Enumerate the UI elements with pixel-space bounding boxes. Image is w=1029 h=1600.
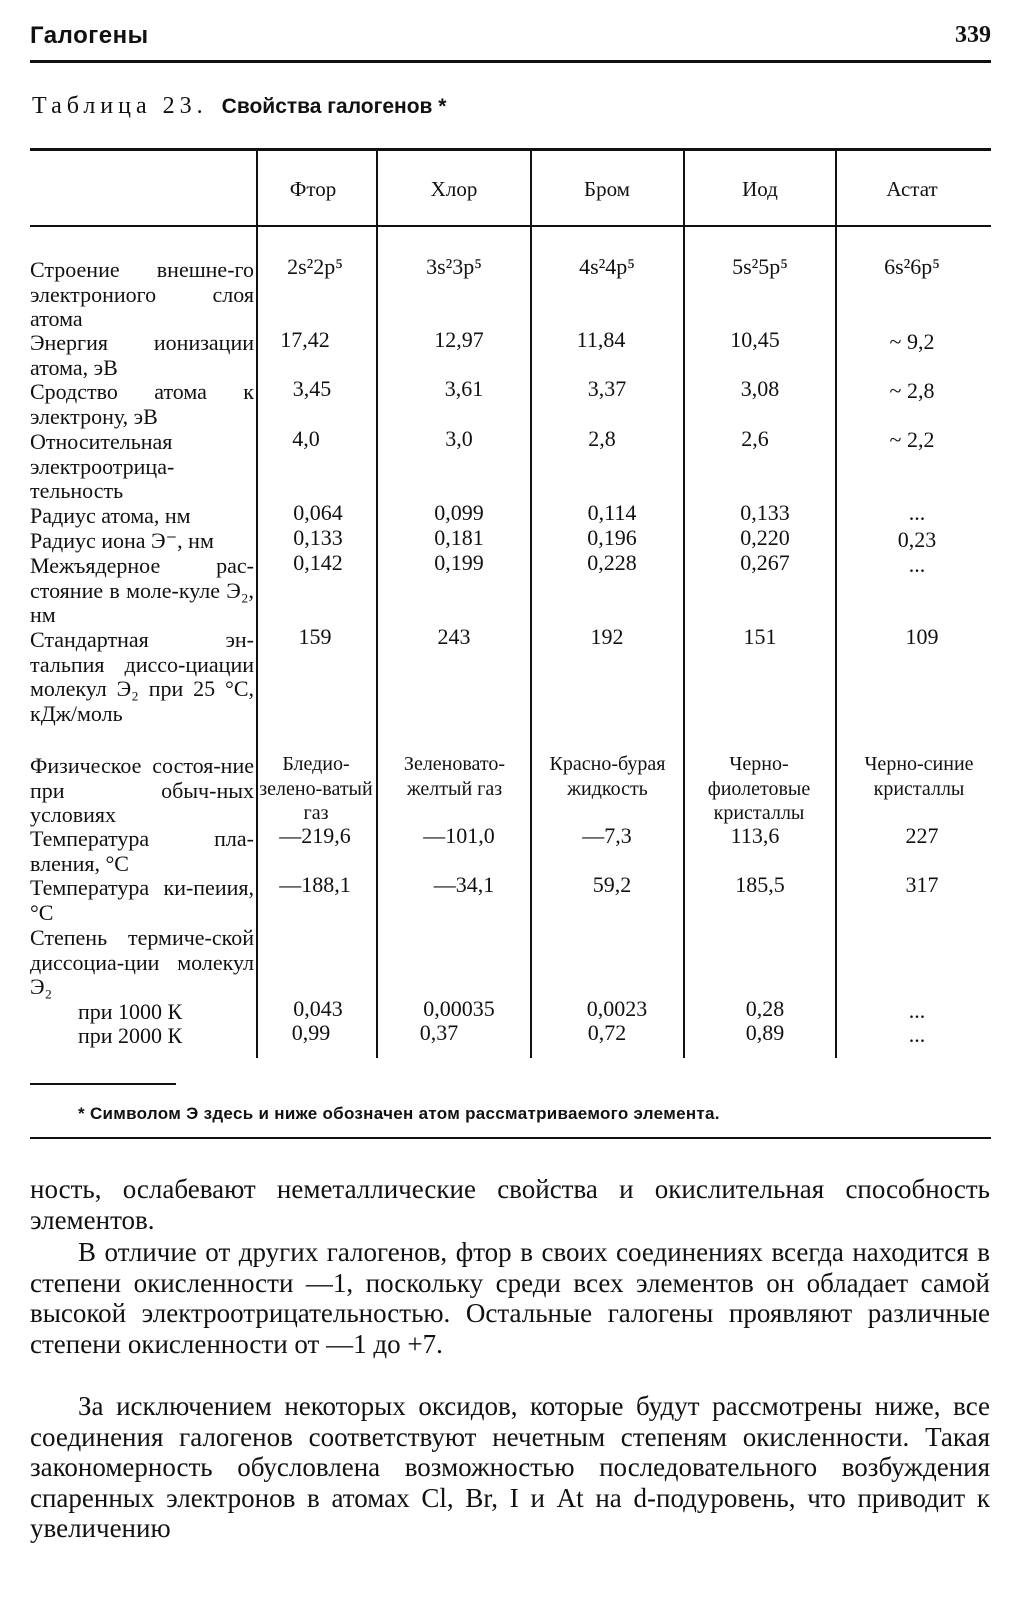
row-label: при 2000 К [78, 1023, 183, 1048]
table-caption-title: Свойства галогенов * [221, 95, 447, 118]
table-cell: 6s²6p⁵ [884, 254, 940, 279]
table-cell: 192 [590, 624, 624, 649]
table-cell: 2s²2p⁵ [287, 254, 343, 279]
column-header-bromine: Бром [584, 177, 630, 201]
table-cell: 3,37 [587, 376, 627, 401]
running-header-title: Галогены [30, 22, 149, 49]
table-cell: 3,61 [444, 376, 484, 401]
table-cell: Бледио-зелено-ватый газ [259, 753, 373, 824]
table-cell: —7,3 [582, 823, 632, 848]
table-cell: 59,2 [592, 872, 632, 897]
table-cell: ... [908, 998, 926, 1023]
table-cell: 0,064 [293, 500, 343, 525]
table-cell: —101,0 [423, 823, 495, 848]
column-header-fluorine: Фтор [289, 177, 337, 201]
table-cell: 0,181 [434, 525, 484, 550]
table-cell: 109 [905, 624, 939, 649]
table-cell: ~ 9,2 [889, 329, 935, 354]
table-cell: 4,0 [292, 426, 320, 451]
table-cell: 0,133 [293, 525, 343, 550]
table-cell: Черно-синие кристаллы [864, 753, 974, 800]
body-paragraph: ность, ослабевают неметаллические свойства и окислительная способность элементов. [30, 1174, 990, 1235]
row-label: Энергия ионизации атома, эВ [30, 330, 254, 380]
table-cell: 0,37 [419, 1020, 459, 1045]
row-label: Степень термиче-ской диссоциа-ции молекул Э₂ [30, 925, 254, 999]
table-cell: —219,6 [279, 823, 351, 848]
row-label: Строение внешне-го электрониого слоя атома [30, 257, 254, 331]
table-footnote: * Символом Э здесь и ниже обозначен атом рассматриваемого элемента. [78, 1104, 720, 1123]
table-cell: 0,099 [434, 500, 484, 525]
table-cell: 3s²3p⁵ [426, 254, 482, 279]
table-cell: 0,267 [740, 550, 790, 575]
table-bottom-rule [30, 1137, 991, 1139]
row-label: Температура ки-пеиия, °С [30, 875, 254, 925]
body-paragraph: В отличие от других галогенов, фтор в своих соединениях всегда находится в степени окисленности —1, поскольку среди всех элементов он обладает самой высокой электроотрицательностью. Остальные галогены проявляют различные степени окисленности от —1 до +7. [30, 1237, 990, 1359]
row-label: Межъядерное рас-стояние в моле-куле Э₂, нм [30, 553, 254, 627]
table-cell: 113,6 [730, 823, 780, 848]
table-cell: 0,199 [434, 550, 484, 575]
table-cell: 0,0023 [586, 996, 648, 1021]
table-header-rule [30, 225, 991, 227]
table-cell: Черно-фиолетовые кристаллы [707, 753, 811, 824]
row-label: Стандартная эн-тальпия диссо-циации молекул Э₂ при 25 °С, кДж/моль [30, 627, 254, 726]
column-divider [256, 150, 258, 1058]
table-cell: —188,1 [279, 872, 351, 897]
header-rule [30, 60, 991, 63]
table-cell: 0,72 [587, 1020, 627, 1045]
table-cell: 3,0 [445, 426, 473, 451]
row-label: Физическое состоя-ние при обыч-ных условиях [30, 753, 254, 827]
table-cell: 0,220 [740, 525, 790, 550]
column-divider [683, 150, 685, 1058]
table-cell: 317 [905, 872, 939, 897]
table-cell: ~ 2,8 [889, 378, 935, 403]
table-cell: 5s²5p⁵ [732, 254, 788, 279]
row-label: Радиус атома, нм [30, 503, 191, 528]
table-cell: 17,42 [280, 327, 330, 352]
table-cell: —34,1 [433, 872, 495, 897]
table-cell: 0,28 [745, 996, 785, 1021]
table-cell: 2,8 [588, 426, 616, 451]
table-cell: 0,043 [293, 996, 343, 1021]
column-divider [835, 150, 837, 1058]
table-cell: Красно-бурая жидкость [549, 753, 666, 800]
table-cell: 0,99 [291, 1020, 331, 1045]
column-header-iodine: Иод [742, 177, 778, 201]
table-cell: 0,114 [587, 500, 637, 525]
table-cell: 0,133 [740, 500, 790, 525]
table-cell: 11,84 [576, 327, 626, 352]
table-cell: 10,45 [730, 327, 780, 352]
table-cell: 227 [905, 823, 939, 848]
table-cell: 0,00035 [423, 996, 495, 1021]
row-label: Радиус иона Э⁻, нм [30, 528, 214, 553]
table-cell: 4s²4p⁵ [579, 254, 635, 279]
table-cell: 0,196 [587, 525, 637, 550]
table-caption [32, 93, 446, 120]
page-number: 339 [955, 22, 991, 48]
table-cell: 0,228 [587, 550, 637, 575]
body-paragraph: За исключением некоторых оксидов, которые будут рассмотрены ниже, все соединения галогенов соответствуют нечетным степеням окисленности. Такая закономерность обусловлена возможностью последовательного возбуждения спаренных электронов в атомах Cl, Br, I и At на d-подуровень, что приводит к увеличению [30, 1391, 990, 1543]
table-cell: 0,23 [897, 527, 937, 552]
table-cell: 159 [298, 624, 332, 649]
table-caption-label: Таблица 23. [32, 93, 208, 119]
table-cell: ... [908, 500, 926, 525]
table-cell: 12,97 [434, 327, 484, 352]
table-cell: ~ 2,2 [889, 427, 935, 452]
table-cell: 2,6 [741, 426, 769, 451]
table-cell: 243 [437, 624, 471, 649]
table-cell: 0,89 [745, 1020, 785, 1045]
table-cell: 3,08 [740, 376, 780, 401]
column-divider [530, 150, 532, 1058]
row-label: при 1000 К [78, 999, 183, 1024]
column-divider [376, 150, 378, 1058]
table-cell: Зеленовато-желтый газ [403, 753, 506, 800]
column-header-astatine: Астат [886, 177, 938, 201]
row-label: Сродство атома к электрону, эВ [30, 379, 254, 429]
table-cell: 151 [743, 624, 777, 649]
row-label: Температура пла-вления, °С [30, 826, 254, 876]
table-top-rule [30, 148, 991, 151]
table-cell: 185,5 [735, 872, 785, 897]
table-cell: 0,142 [293, 550, 343, 575]
footnote-rule [30, 1083, 176, 1085]
row-label: Относительная электроотрица-тельность [30, 429, 175, 503]
table-cell: 3,45 [292, 376, 332, 401]
table-cell: ... [908, 1022, 926, 1047]
table-cell: ... [908, 552, 926, 577]
column-header-chlorine: Хлор [430, 177, 478, 201]
